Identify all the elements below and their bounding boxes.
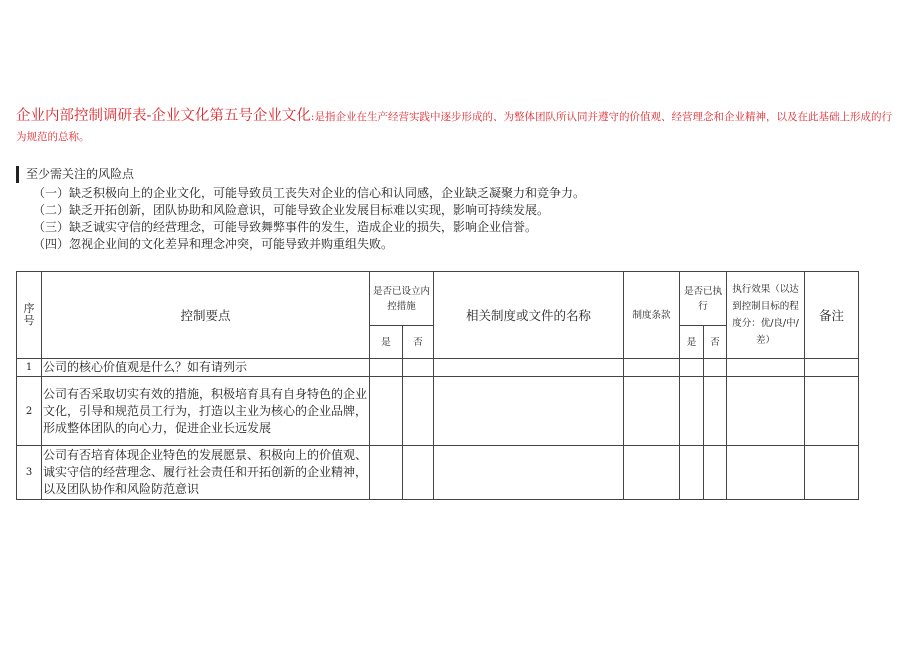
cell-documents[interactable] xyxy=(434,377,624,446)
risk-item: （二）缺乏开拓创新，团队协助和风险意识，可能导致企业发展目标难以实现，影响可持续发展。 xyxy=(33,203,550,217)
row-index: 2 xyxy=(17,377,42,446)
cell-has-control-yes[interactable] xyxy=(370,377,403,446)
risk-list xyxy=(33,185,903,253)
table-row xyxy=(17,446,859,500)
row-control-point: 公司有否采取切实有效的措施，积极培育具有自身特色的企业文化，引导和规范员工行为，打造以主业为核心的企业品牌，形成整体团队的向心力，促进企业长远发展 xyxy=(42,377,370,446)
cell-effect[interactable] xyxy=(727,377,805,446)
table-row xyxy=(17,359,859,377)
cell-documents[interactable] xyxy=(434,446,624,500)
table-row xyxy=(17,377,859,446)
header-documents: 相关制度或文件的名称 xyxy=(434,272,624,359)
header-remarks: 备注 xyxy=(805,272,859,359)
cell-executed-yes[interactable] xyxy=(680,377,704,446)
header-executed: 是否已执行 xyxy=(680,272,727,326)
cell-executed-yes[interactable] xyxy=(680,446,704,500)
cell-executed-no[interactable] xyxy=(704,359,727,377)
cell-effect[interactable] xyxy=(727,359,805,377)
cell-has-control-yes[interactable] xyxy=(370,359,403,377)
cell-has-control-yes[interactable] xyxy=(370,446,403,500)
cell-effect[interactable] xyxy=(727,446,805,500)
row-control-point: 公司的核心价值观是什么？如有请列示 xyxy=(42,359,370,377)
header-index: 序号 xyxy=(17,272,42,359)
title-description: :是指企业在生产经营实践中逐步形成的、为整体团队所认同并遵守的价值观、经营理念和企业精神，以及在此基础上形成的行为规范的总称。 xyxy=(16,111,892,143)
cell-has-control-no[interactable] xyxy=(403,359,434,377)
cell-has-control-no[interactable] xyxy=(403,446,434,500)
risk-item: （三）缺乏诚实守信的经营理念，可能导致舞弊事件的发生，造成企业的损失，影响企业信誉。 xyxy=(33,220,538,234)
cell-executed-yes[interactable] xyxy=(680,359,704,377)
risk-section-heading: 至少需关注的风险点 xyxy=(16,166,134,183)
header-executed-yes: 是 xyxy=(680,326,704,359)
cell-clauses[interactable] xyxy=(624,377,680,446)
cell-has-control-no[interactable] xyxy=(403,377,434,446)
header-effect: 执行效果（以达到控制目标的程度分：优/良/中/差） xyxy=(727,272,805,359)
row-index: 1 xyxy=(17,359,42,377)
header-row xyxy=(17,272,859,326)
cell-executed-no[interactable] xyxy=(704,377,727,446)
cell-executed-no[interactable] xyxy=(704,446,727,500)
header-no: 否 xyxy=(403,326,434,359)
header-control-point: 控制要点 xyxy=(42,272,370,359)
header-has-control: 是否已设立内控措施 xyxy=(370,272,434,326)
header-clauses: 制度条款 xyxy=(624,272,680,359)
document-title: 企业内部控制调研表-企业文化第五号企业文化 xyxy=(16,108,311,124)
cell-clauses[interactable] xyxy=(624,359,680,377)
control-survey-table xyxy=(16,271,859,500)
cell-remarks[interactable] xyxy=(805,359,859,377)
cell-clauses[interactable] xyxy=(624,446,680,500)
risk-item: （四）忽视企业间的文化差异和理念冲突，可能导致并购重组失败。 xyxy=(33,237,394,251)
cell-documents[interactable] xyxy=(434,359,624,377)
title-block xyxy=(16,106,896,146)
row-control-point: 公司有否培育体现企业特色的发展愿景、积极向上的价值观、诚实守信的经营理念、履行社会责任和开拓创新的企业精神，以及团队协作和风险防范意识 xyxy=(42,446,370,500)
header-yes: 是 xyxy=(370,326,403,359)
cell-remarks[interactable] xyxy=(805,446,859,500)
cell-remarks[interactable] xyxy=(805,377,859,446)
header-executed-no: 否 xyxy=(704,326,727,359)
row-index: 3 xyxy=(17,446,42,500)
risk-item: （一）缺乏积极向上的企业文化，可能导致员工丧失对企业的信心和认同感，企业缺乏凝聚力和竞争力。 xyxy=(33,186,586,200)
